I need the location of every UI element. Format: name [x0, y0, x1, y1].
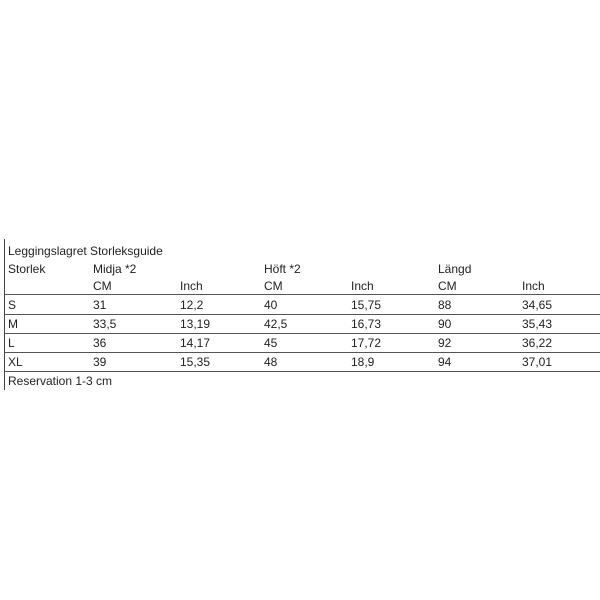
waist-cm-cell: 36: [93, 336, 107, 350]
hip-inch-cell: 17,72: [351, 336, 382, 350]
hip-cm-cell: 48: [264, 355, 278, 369]
length-inch-unit: Inch: [522, 279, 545, 293]
waist-header: Midja *2: [93, 262, 137, 276]
table-title: Leggingslagret Storleksguide: [8, 244, 163, 258]
length-header: Längd: [438, 262, 472, 276]
length-cm-cell: 88: [438, 298, 452, 312]
hip-cm-cell: 42,5: [264, 317, 288, 331]
size-cell: S: [8, 298, 17, 312]
reservation-note: Reservation 1-3 cm: [8, 374, 113, 388]
hip-cm-cell: 40: [264, 298, 278, 312]
row-divider: [5, 314, 600, 315]
hip-inch-cell: 18,9: [351, 355, 375, 369]
length-cm-unit: CM: [438, 279, 457, 293]
row-divider: [5, 371, 600, 372]
waist-cm-cell: 33,5: [93, 317, 117, 331]
length-cm-cell: 94: [438, 355, 452, 369]
waist-inch-cell: 14,17: [180, 336, 211, 350]
length-inch-cell: 35,43: [522, 317, 553, 331]
hip-inch-unit: Inch: [351, 279, 374, 293]
hip-cm-unit: CM: [264, 279, 283, 293]
waist-cm-cell: 39: [93, 355, 107, 369]
header-divider: [5, 294, 600, 295]
length-inch-cell: 37,01: [522, 355, 553, 369]
waist-inch-cell: 12,2: [180, 298, 204, 312]
row-divider: [5, 333, 600, 334]
size-cell: L: [8, 336, 15, 350]
size-header: Storlek: [8, 262, 46, 276]
size-cell: XL: [8, 355, 23, 369]
length-inch-cell: 34,65: [522, 298, 553, 312]
waist-inch-unit: Inch: [180, 279, 203, 293]
waist-inch-cell: 13,19: [180, 317, 211, 331]
hip-inch-cell: 15,75: [351, 298, 382, 312]
length-cm-cell: 92: [438, 336, 452, 350]
length-cm-cell: 90: [438, 317, 452, 331]
size-cell: M: [8, 317, 18, 331]
length-inch-cell: 36,22: [522, 336, 553, 350]
hip-header: Höft *2: [264, 262, 301, 276]
waist-cm-cell: 31: [93, 298, 107, 312]
hip-cm-cell: 45: [264, 336, 278, 350]
row-divider: [5, 352, 600, 353]
waist-cm-unit: CM: [93, 279, 112, 293]
hip-inch-cell: 16,73: [351, 317, 382, 331]
waist-inch-cell: 15,35: [180, 355, 211, 369]
